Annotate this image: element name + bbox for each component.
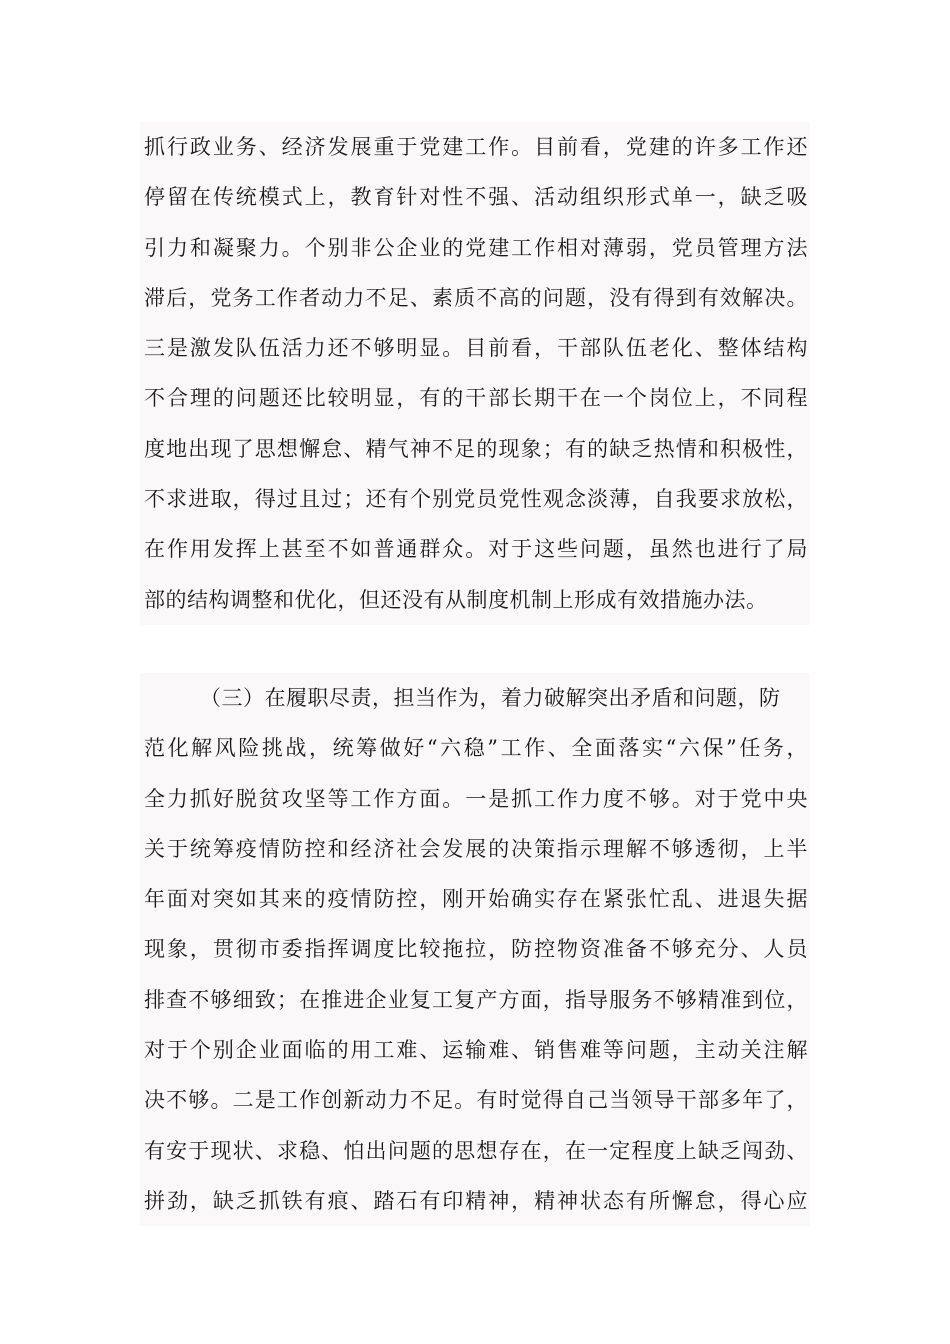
text-line: 抓行政业务、经济发展重于党建工作。目前看，党建的许多工作还 xyxy=(144,135,808,159)
text-line: 引力和凝聚力。个别非公企业的党建工作相对薄弱，党员管理方法 xyxy=(144,235,808,260)
text-line: 不求进取，得过且过；还有个别党员党性观念淡薄，自我要求放松， xyxy=(144,487,808,512)
text-line: （三）在履职尽责，担当作为，着力破解突出矛盾和问题，防 xyxy=(200,685,781,710)
paragraph-party-building xyxy=(140,122,810,625)
text-line: 年面对突如其来的疫情防控，刚开始确实存在紧张忙乱、进退失据 xyxy=(144,887,808,912)
text-line: 范化解风险挑战，统筹做好“六稳”工作、全面落实“六保”任务， xyxy=(144,736,808,761)
text-line: 度地出现了思想懈怠、精气神不足的现象；有的缺乏热情和积极性， xyxy=(144,436,808,461)
text-line: 部的结构调整和优化，但还没有从制度机制上形成有效措施办法。 xyxy=(144,587,768,612)
text-line: 三是激发队伍活力还不够明显。目前看，干部队伍老化、整体结构 xyxy=(144,336,808,361)
paragraph-gap xyxy=(0,625,950,673)
text-line: 关于统筹疫情防控和经济社会发展的决策指示理解不够透彻，上半 xyxy=(144,836,808,861)
text-line: 排查不够细致；在推进企业复工复产方面，指导服务不够精准到位， xyxy=(144,987,808,1012)
document-body xyxy=(140,122,810,1226)
text-line: 拼劲，缺乏抓铁有痕、踏石有印精神，精神状态有所懈怠，得心应 xyxy=(144,1188,808,1213)
text-line: 有安于现状、求稳、怕出问题的思想存在，在一定程度上缺乏闯劲、 xyxy=(144,1138,808,1163)
text-line: 决不够。二是工作创新动力不足。有时觉得自己当领导干部多年了， xyxy=(144,1088,808,1113)
text-line: 停留在传统模式上，教育针对性不强、活动组织形式单一，缺乏吸 xyxy=(144,185,808,210)
paragraph-duty-performance xyxy=(140,673,810,1226)
text-line: 不合理的问题还比较明显，有的干部长期干在一个岗位上，不同程 xyxy=(144,386,808,411)
text-line: 现象，贯彻市委指挥调度比较拖拉，防控物资准备不够充分、人员 xyxy=(144,937,808,962)
text-line: 全力抓好脱贫攻坚等工作方面。一是抓工作力度不够。对于党中央 xyxy=(144,786,808,811)
text-line: 对于个别企业面临的用工难、运输难、销售难等问题，主动关注解 xyxy=(144,1038,808,1063)
text-line: 在作用发挥上甚至不如普通群众。对于这些问题，虽然也进行了局 xyxy=(144,537,808,562)
text-line: 滞后，党务工作者动力不足、素质不高的问题，没有得到有效解决。 xyxy=(144,285,808,310)
